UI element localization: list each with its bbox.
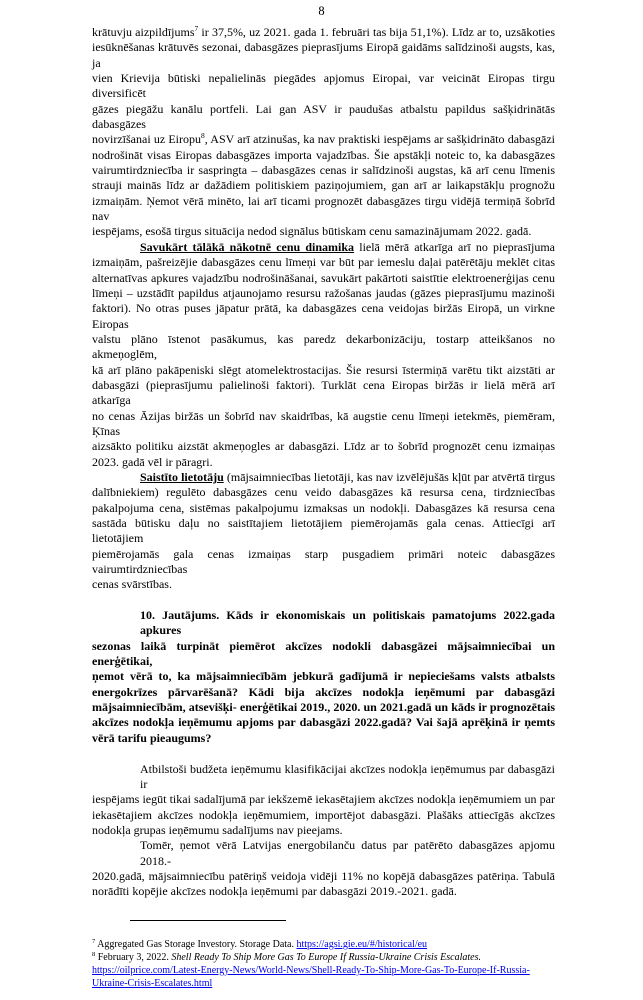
text-run: nodrošināt visas Eiropas dabasgāzes importa vajadzības. Šie apstākļi noteic to, ka dabasgāzes — [92, 147, 555, 162]
text-line — [92, 685, 555, 700]
footnote — [92, 951, 555, 990]
text-run: February 3, 2022. — [95, 951, 172, 963]
text-line — [92, 731, 555, 746]
text-run: vien Krievija būtiski nepalielinās piegādes apjomus Eiropai, var veicināt Eiropas tirgu diversificēt — [92, 71, 555, 101]
text-run: alternatīvas apkures vajadzību nodrošināšanai, savukārt pakārtoti saistītie elektroenerģijas cenu — [92, 270, 555, 285]
text-line — [92, 132, 555, 147]
footnote-link[interactable]: https://agsi.gie.eu/#/historical/eu — [296, 938, 428, 950]
text-run: valstu plāno īstenot pasākumus, kas paredz dekarbonizāciju, tostarp atteikšanos no akmeņoglēm, — [92, 331, 555, 362]
text-line — [92, 301, 555, 332]
text-run: strauji mainās līdz ar dažādiem politiskiem paziņojumiem, gan arī ar laikapstākļu prognožu — [92, 178, 555, 193]
footnote-line — [92, 977, 555, 990]
footnote — [92, 938, 555, 951]
text-run: lielā mērā atkarīga arī no pieprasījuma — [354, 239, 555, 254]
text-line — [92, 516, 555, 547]
text-line — [92, 255, 555, 270]
text-line — [92, 71, 555, 102]
text-run: sezonas laikā turpināt piemērot akcīzes nodokli dabasgāzei mājsaimniecībai un enerģētikai, — [92, 638, 555, 669]
article-title: Shell Ready To Ship More Gas To Europe If Russia-Ukraine Crisis Escalates. — [171, 951, 481, 963]
text-line — [92, 409, 555, 440]
footnote-link[interactable]: https://oilprice.com/Latest-Energy-News/World-News/Shell-Ready-To-Ship-More-Gas-To-Europe-If-Russia- — [92, 964, 530, 976]
text-run: pakalpojuma cena, sistēmas pakalpojumu izmaksas un nodokļi. Dabasgāzes kā resursa cena — [92, 500, 555, 515]
text-line — [92, 823, 555, 838]
text-run: iekasētajiem akcīzes nodokļa ieņēmumiem, importējot dabasgāzi. Plašāks attiecīgās akcīzes — [92, 807, 555, 822]
text-line — [92, 286, 555, 301]
text-line — [92, 501, 555, 516]
text-run: Aggregated Gas Storage Investory. Storage Data. — [95, 938, 297, 950]
text-line — [92, 485, 555, 500]
footnote-link[interactable]: Ukraine-Crisis-Escalates.html — [92, 977, 213, 989]
text-line — [92, 547, 555, 578]
text-line — [92, 577, 555, 592]
text-run: cenas svārstības. — [92, 577, 172, 592]
text-line — [92, 808, 555, 823]
text-run: norādīti kopējie akcīzes nodokļa ieņēmumi par dabasgāzi 2019.-2021. gadā. — [92, 884, 457, 899]
text-line — [92, 838, 555, 869]
footnote-separator — [130, 920, 286, 921]
text-line — [92, 163, 555, 178]
text-run: dalībniekiem) regulēto dabasgāzes cenu veido dabasgāzes kā resursa cena, tirdzniecības — [92, 485, 555, 500]
text-run: no cenas Āzijas biržās un šobrīd nav skaidrības, kā augstie cenu līmeņi ietekmēs, piemēram, Ķīnas — [92, 408, 555, 438]
text-run: kā arī plāno pakāpeniski slēgt atomelektrostacijas. Šie resursi īstermiņā varētu tikt aizstāti ar — [92, 362, 555, 377]
text-line — [92, 332, 555, 363]
text-run: ņemot vērā to, ka mājsaimniecībām jebkurā gadījumā ir nepieciešams valsts atbalsts — [92, 669, 555, 684]
text-run: Atbilstoši budžeta ieņēmumu klasifikācijai akcīzes nodokļa ieņēmumus par dabasgāzi ir — [140, 761, 555, 791]
paragraph — [92, 240, 555, 470]
text-line — [92, 224, 555, 239]
text-run: , ASV arī atzinušas, ka nav praktiski iespējams ar sašķidrināto dabasgāzi — [204, 132, 555, 147]
text-line — [92, 363, 555, 378]
text-run: iespējams, esošā tirgus situācija nedod signālus būtiskam cenu samazinājumam 2022. gadā. — [92, 224, 532, 239]
text-line — [92, 869, 555, 884]
text-line — [92, 639, 555, 670]
text-line — [92, 715, 555, 730]
text-run: gāzes piegāžu kanālu portfeli. Lai gan ASV ir paudušas atbalstu papildus sašķidrinātās dabasgāzes — [92, 101, 555, 132]
paragraph — [92, 470, 555, 593]
text-line — [92, 439, 555, 454]
text-run: 2023. gadā vēl ir pāragri. — [92, 454, 213, 469]
text-run: izmaiņām. Ņemot vērā minēto, lai arī ticami prognozēt dabasgāzes tirgu vidējā termiņā šobrīd nav — [92, 193, 555, 224]
footnote-reference: 7 — [194, 24, 199, 33]
text-line — [92, 240, 555, 255]
text-line — [92, 194, 555, 225]
text-run: vērā tarifu pieaugums? — [92, 730, 212, 745]
text-run: novirzīšanai uz Eiropu — [92, 132, 202, 147]
text-run: Tomēr, ņemot vērā Latvijas energobilanču datus par patērēto dabasgāzes apjomu 2018.- — [140, 838, 555, 868]
text-line — [92, 669, 555, 684]
blank-line — [92, 746, 555, 761]
text-line — [92, 455, 555, 470]
text-line — [92, 700, 555, 715]
paragraph — [92, 762, 555, 839]
text-run: (mājsaimniecības lietotāji, kas nav izvēlējušās kļūt par atvērtā tirgus — [223, 469, 555, 484]
document-body — [92, 25, 555, 900]
text-run: sastāda būtisku daļu no saistītajiem lietotājiem piemērojamās gala cenas. Attiecīgi arī lietotājiem — [92, 516, 555, 546]
footnote-line — [92, 951, 555, 964]
text-line — [92, 884, 555, 899]
text-run: akcīzes nodokļa ieņēmumu apjoms par dabasgāzi 2022.gadā? Vai šajā aprēķinā ir ņemts — [92, 715, 555, 730]
text-run: līmeņi – uzstādīt papildus atjaunojamo resursu ražošanas jaudas (gāzes pieprasījumu mazinoši — [92, 285, 555, 300]
text-run: aizsākto politiku aizstāt akmeņogles ar dabasgāzi. Līdz ar to šobrīd prognozēt cenu izmaiņas — [92, 439, 555, 454]
text-line — [92, 792, 555, 807]
blank-line — [92, 593, 555, 608]
footnote-reference: 8 — [201, 131, 205, 141]
text-line — [92, 25, 555, 40]
text-run: mājsaimniecībām, atsevišķi- enerģētikai 2019., 2020. un 2021.gadā un kāds ir prognozētais — [92, 700, 555, 715]
text-run: nodokļa grupas ieņēmumu sadalījums nav pieejams. — [92, 822, 343, 837]
text-run: dabasgāzi (pieprasījumu palielinoši faktori). Turklāt cena Eiropas biržās ir lielā mērā arī atkarīga — [92, 377, 555, 408]
footnote-reference: 7 — [92, 937, 96, 945]
text-run: izmaiņām, pašreizējie dabasgāzes cenu līmeņi var būt par iemeslu daļai patērētāju meklēt citas — [92, 255, 555, 270]
footnote-reference: 8 — [92, 950, 96, 958]
text-run: ir 37,5%, uz 2021. gada 1. februāri tas bija 51,1%). Līdz ar to, uzsākoties — [198, 25, 555, 39]
text-run: iesūknēšanas krātuvēs sezonai, dabasgāzes pieprasījums Eiropā gaidāms salīdzinoši augsts, kas, ja — [92, 40, 555, 70]
text-line — [92, 40, 555, 71]
text-line — [92, 178, 555, 193]
text-line — [92, 148, 555, 163]
text-line — [92, 102, 555, 133]
text-line — [92, 762, 555, 793]
text-line — [92, 378, 555, 409]
footnote-line — [92, 964, 555, 977]
underlined-heading-phrase: Savukārt tālākā nākotnē cenu dinamika — [140, 239, 355, 254]
text-run: 2020.gadā, mājsaimniecību patēriņš veidoja vidēji 11% no kopējā dabasgāzes patēriņa. Tabulā — [92, 868, 555, 883]
page-number: 8 — [318, 4, 325, 18]
paragraph — [92, 838, 555, 899]
text-run: faktori). No otras puses jāpatur prātā, ka dabasgāzes cena veidojas biržās Eiropā, un virkne Eiropas — [92, 301, 555, 331]
text-run: krātuvju aizpildījums — [92, 25, 195, 39]
text-run: piemērojamās gala cenas izmaiņas starp pusgadiem primāri noteic dabasgāzes vairumtirdzniecības — [92, 546, 555, 577]
text-line — [92, 271, 555, 286]
question-paragraph — [92, 608, 555, 746]
text-run: vairumtirdzniecība ir saspringta – dabasgāzes cenas ir salīdzinoši augstas, kā arī cenu līmenis — [92, 163, 555, 178]
paragraph — [92, 25, 555, 240]
text-run: 10. Jautājums. Kāds ir ekonomiskais un politiskais pamatojums 2022.gada apkures — [140, 608, 555, 638]
underlined-heading-phrase: Saistīto lietotāju — [140, 469, 224, 484]
footnotes — [92, 938, 555, 990]
text-run: energokrīzes pārvarēšanā? Kādi bija akcīzes nodokļa ieņēmumi par dabasgāzi — [92, 684, 555, 699]
text-line — [92, 470, 555, 485]
text-run: iespējams iegūt tikai sadalījumā par iekšzemē iekasētajiem akcīzes nodokļa ieņēmumiem un par — [92, 792, 555, 807]
footnote-line — [92, 938, 555, 951]
text-line — [92, 608, 555, 639]
footnote-area — [0, 900, 643, 990]
